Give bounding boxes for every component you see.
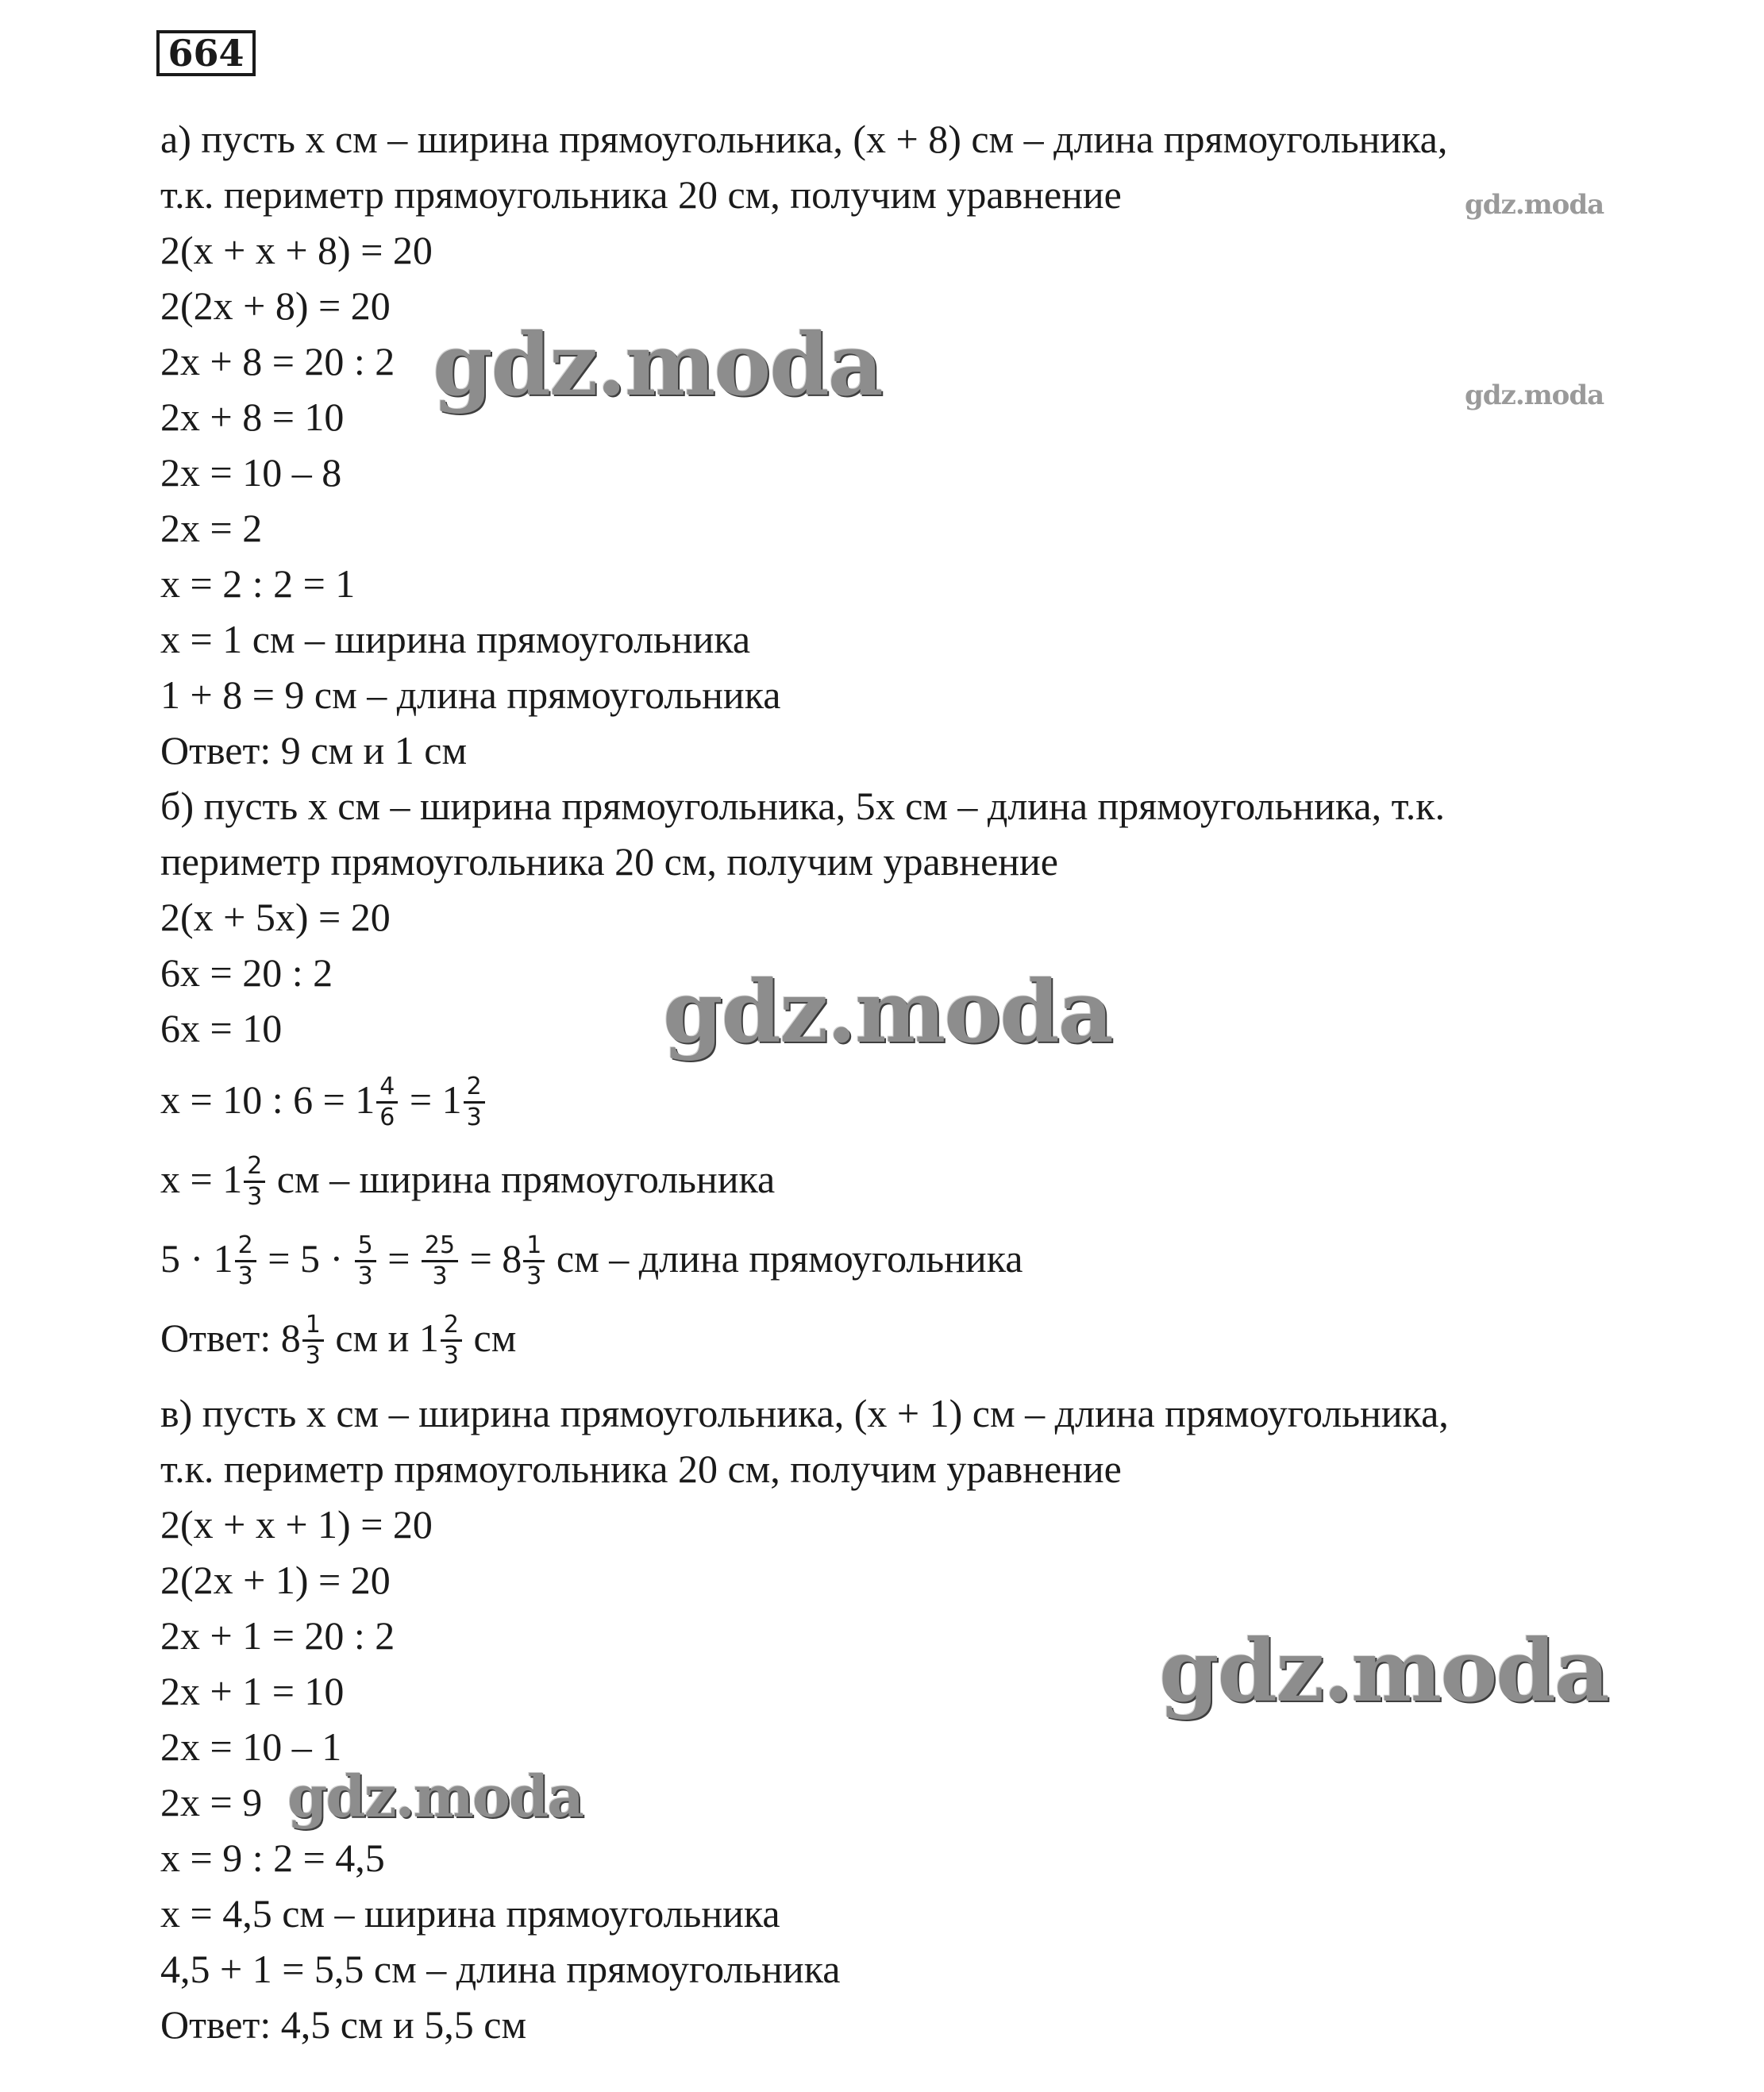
text-line: х = 4,5 см – ширина прямоугольника — [160, 1891, 780, 1936]
text-line: 1 + 8 = 9 см – длина прямоугольника — [160, 672, 781, 717]
fraction-equation-line — [160, 1223, 1023, 1294]
text-segment: см – длина прямоугольника — [546, 1236, 1023, 1281]
numerator: 2 — [464, 1073, 485, 1104]
fraction — [523, 1231, 545, 1291]
equation-line: 2х = 2 — [160, 506, 263, 550]
fraction-text-line — [160, 1143, 775, 1215]
fraction — [355, 1231, 376, 1291]
text-segment: = — [377, 1236, 420, 1281]
denominator: 3 — [466, 1104, 482, 1132]
text-line: 4,5 + 1 = 5,5 см – длина прямоугольника — [160, 1947, 841, 1991]
equation-line: 2(х + х + 1) = 20 — [160, 1502, 433, 1547]
numerator: 2 — [244, 1152, 265, 1183]
equation-line: 2х + 8 = 10 — [160, 395, 345, 439]
numerator: 1 — [523, 1231, 545, 1262]
equation-line: 2х + 8 = 20 : 2 — [160, 339, 395, 383]
equation-line: х = 9 : 2 = 4,5 — [160, 1836, 385, 1880]
equation-line: 2(2х + 1) = 20 — [160, 1558, 391, 1602]
watermark: gdz.moda — [433, 315, 882, 415]
text-segment: х = 1 — [160, 1157, 243, 1201]
fraction — [244, 1152, 265, 1212]
text-line: периметр прямоугольника 20 см, получим уравнение — [160, 839, 1058, 884]
text-line: х = 1 см – ширина прямоугольника — [160, 617, 751, 661]
answer-line: Ответ: 9 см и 1 см — [160, 728, 468, 772]
text-segment: х = 10 : 6 = 1 — [160, 1077, 376, 1122]
text-segment: см и 1 — [325, 1316, 439, 1360]
fraction — [441, 1311, 462, 1370]
denominator: 3 — [443, 1342, 459, 1370]
fraction — [235, 1231, 256, 1291]
denominator: 3 — [247, 1183, 263, 1212]
equation-line: 2(х + х + 8) = 20 — [160, 228, 433, 272]
numerator: 4 — [376, 1073, 398, 1104]
equation-line: 2(2х + 8) = 20 — [160, 283, 391, 328]
denominator: 3 — [237, 1262, 253, 1291]
denominator: 3 — [432, 1262, 448, 1291]
equation-line: 6х = 20 : 2 — [160, 950, 333, 995]
denominator: 3 — [357, 1262, 373, 1291]
equation-line: 2(х + 5х) = 20 — [160, 895, 391, 939]
equation-line: 2х + 1 = 20 : 2 — [160, 1613, 395, 1658]
text-line: т.к. периметр прямоугольника 20 см, получим уравнение — [160, 1447, 1122, 1491]
denominator: 3 — [305, 1342, 321, 1370]
denominator: 6 — [379, 1104, 395, 1132]
numerator: 2 — [235, 1231, 256, 1262]
text-segment: 5 · 1 — [160, 1236, 233, 1281]
text-segment: = 5 · — [257, 1236, 353, 1281]
text-line: б) пусть х см – ширина прямоугольника, 5х см – длина прямоугольника, т.к. — [160, 784, 1445, 828]
numerator: 25 — [422, 1231, 458, 1262]
denominator: 3 — [526, 1262, 542, 1291]
watermark: gdz.moda — [1465, 189, 1604, 221]
text-segment: Ответ: 8 — [160, 1316, 301, 1360]
text-segment: см – ширина прямоугольника — [267, 1157, 776, 1201]
fraction-equation-line — [160, 1064, 487, 1135]
text-line: а) пусть х см – ширина прямоугольника, (х + 8) см – длина прямоугольника, — [160, 117, 1448, 161]
watermark: gdz.moda — [1465, 379, 1604, 411]
numerator: 2 — [441, 1311, 462, 1342]
watermark: gdz.moda — [1159, 1621, 1608, 1721]
equation-line: 2х + 1 = 10 — [160, 1669, 345, 1713]
fraction — [376, 1073, 398, 1132]
watermark: gdz.moda — [287, 1763, 583, 1830]
watermark: gdz.moda — [663, 962, 1112, 1062]
equation-line: 2х = 10 – 1 — [160, 1724, 342, 1769]
equation-line: х = 2 : 2 = 1 — [160, 561, 356, 606]
problem-number-box: 664 — [156, 30, 256, 76]
equation-line: 2х = 9 — [160, 1780, 263, 1824]
equation-line: 2х = 10 – 8 — [160, 450, 342, 495]
text-line: т.к. периметр прямоугольника 20 см, получим уравнение — [160, 172, 1122, 217]
text-segment: см — [464, 1316, 517, 1360]
text-segment: = 8 — [460, 1236, 522, 1281]
numerator: 1 — [302, 1311, 324, 1342]
equation-line: 6х = 10 — [160, 1006, 283, 1050]
numerator: 5 — [355, 1231, 376, 1262]
fraction — [422, 1231, 458, 1291]
text-line: в) пусть х см – ширина прямоугольника, (х + 1) см – длина прямоугольника, — [160, 1391, 1449, 1435]
fraction — [464, 1073, 485, 1132]
answer-line: Ответ: 4,5 см и 5,5 см — [160, 2002, 527, 2047]
text-segment: = 1 — [399, 1077, 462, 1122]
fraction-answer-line — [160, 1302, 516, 1373]
fraction — [302, 1311, 324, 1370]
